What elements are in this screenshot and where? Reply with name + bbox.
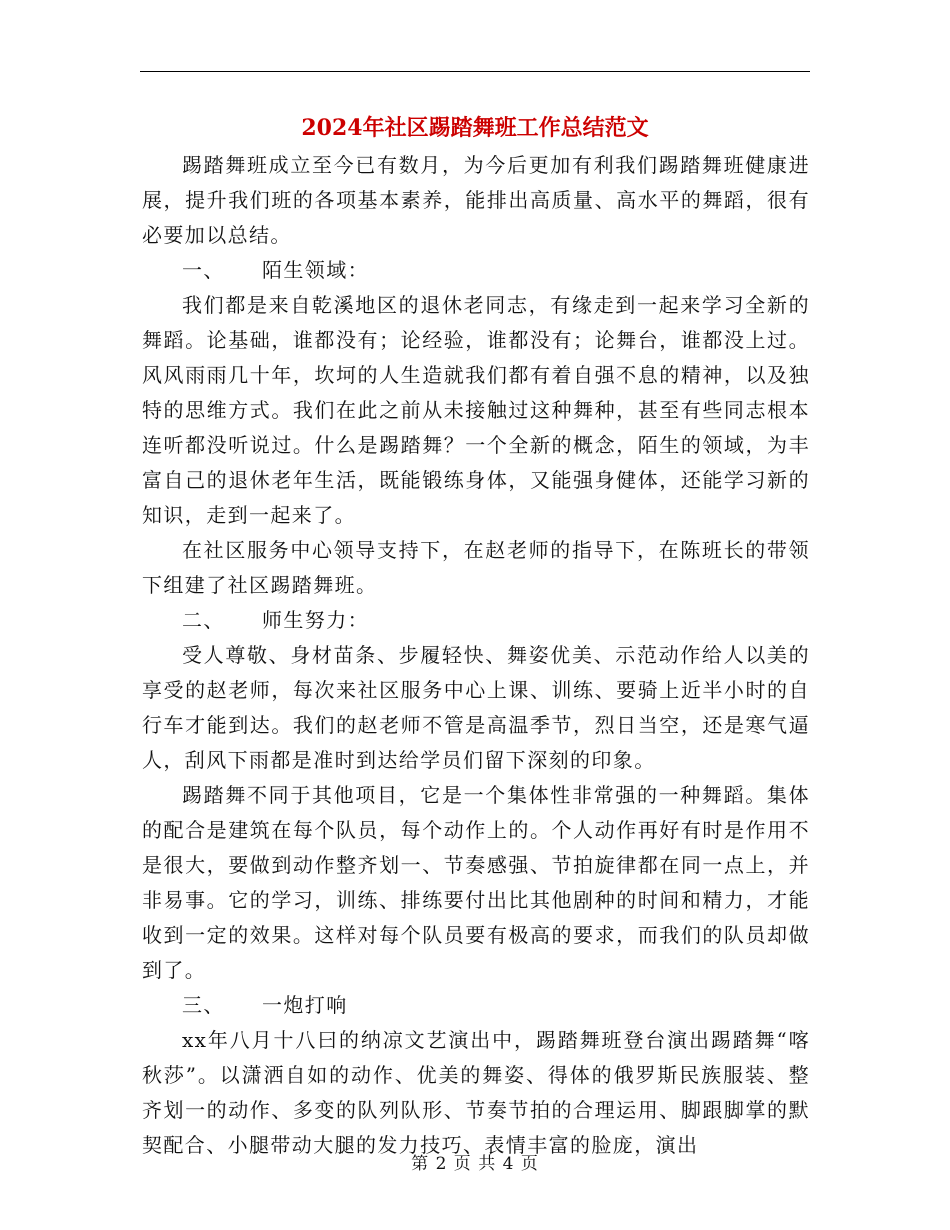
section-1-heading [142,253,810,288]
page-number-footer: 第 2 页 共 4 页 [411,1154,539,1174]
section-3-heading [142,988,810,1023]
section-1-number: 一、 [182,258,225,282]
section-3-title: 一炮打响 [262,993,348,1017]
section-3-paragraph-1: xx年八月十八曰的纳凉文艺演出中，踢踏舞班登台演出踢踏舞“喀秋莎”。以潇洒自如的动作、优美的舞姿、得体的俄罗斯民族服装、整齐划一的动作、多变的队列队形、节奏节拍的合理运用、脚跟脚掌的默契配合、小腿带动大腿的发力技巧、表情丰富的脸庞，演出 [142,1028,810,1157]
document-body [142,148,810,1163]
section-2-paragraph-2: 踢踏舞不同于其他项目，它是一个集体性非常强的一种舞蹈。集体的配合是建筑在每个队员，每个动作上的。个人动作再好有时是作用不是很大，要做到动作整齐划一、节奏感强、节拍旋律都在同一点上，并非易事。它的学习，训练、排练要付出比其他剧种的时间和精力，才能收到一定的效果。这样对每个队员要有极高的要求，而我们的队员却做到了。 [142,783,810,982]
section-3-number: 三、 [182,993,225,1017]
section-1-title: 陌生领域： [262,258,369,282]
header-rule [140,71,810,72]
section-1-paragraph-1: 我们都是来自乾溪地区的退休老同志，有缘走到一起来学习全新的舞蹈。论基础，谁都没有；论经验，谁都没有；论舞台，谁都没上过。风风雨雨几十年，坎坷的人生造就我们都有着自强不息的精神，以及独特的思维方式。我们在此之前从未接触过这种舞种，甚至有些同志根本连听都没听说过。什么是踢踏舞？一个全新的概念，陌生的领域，为丰富自己的退休老年生活，既能锻练身体，又能强身健体，还能学习新的知识，走到一起来了。 [142,293,810,527]
section-2-number: 二、 [182,608,225,632]
section-2-title: 师生努力： [262,608,369,632]
document-title: 2024年社区踢踏舞班工作总结范文 [301,115,649,141]
section-2-heading [142,603,810,638]
section-2-paragraph-1: 受人尊敬、身材苗条、步履轻快、舞姿优美、示范动作给人以美的享受的赵老师，每次来社区服务中心上课、训练、要骑上近半小时的自行车才能到达。我们的赵老师不管是高温季节，烈日当空，还是寒气逼人，刮风下雨都是准时到达给学员们留下深刻的印象。 [142,643,810,772]
intro-paragraph: 踢踏舞班成立至今已有数月，为今后更加有利我们踢踏舞班健康进展，提升我们班的各项基本素养，能排出高质量、高水平的舞蹈，很有必要加以总结。 [142,153,810,247]
section-1-paragraph-2: 在社区服务中心领导支持下，在赵老师的指导下，在陈班长的带领下组建了社区踢踏舞班。 [142,538,810,597]
